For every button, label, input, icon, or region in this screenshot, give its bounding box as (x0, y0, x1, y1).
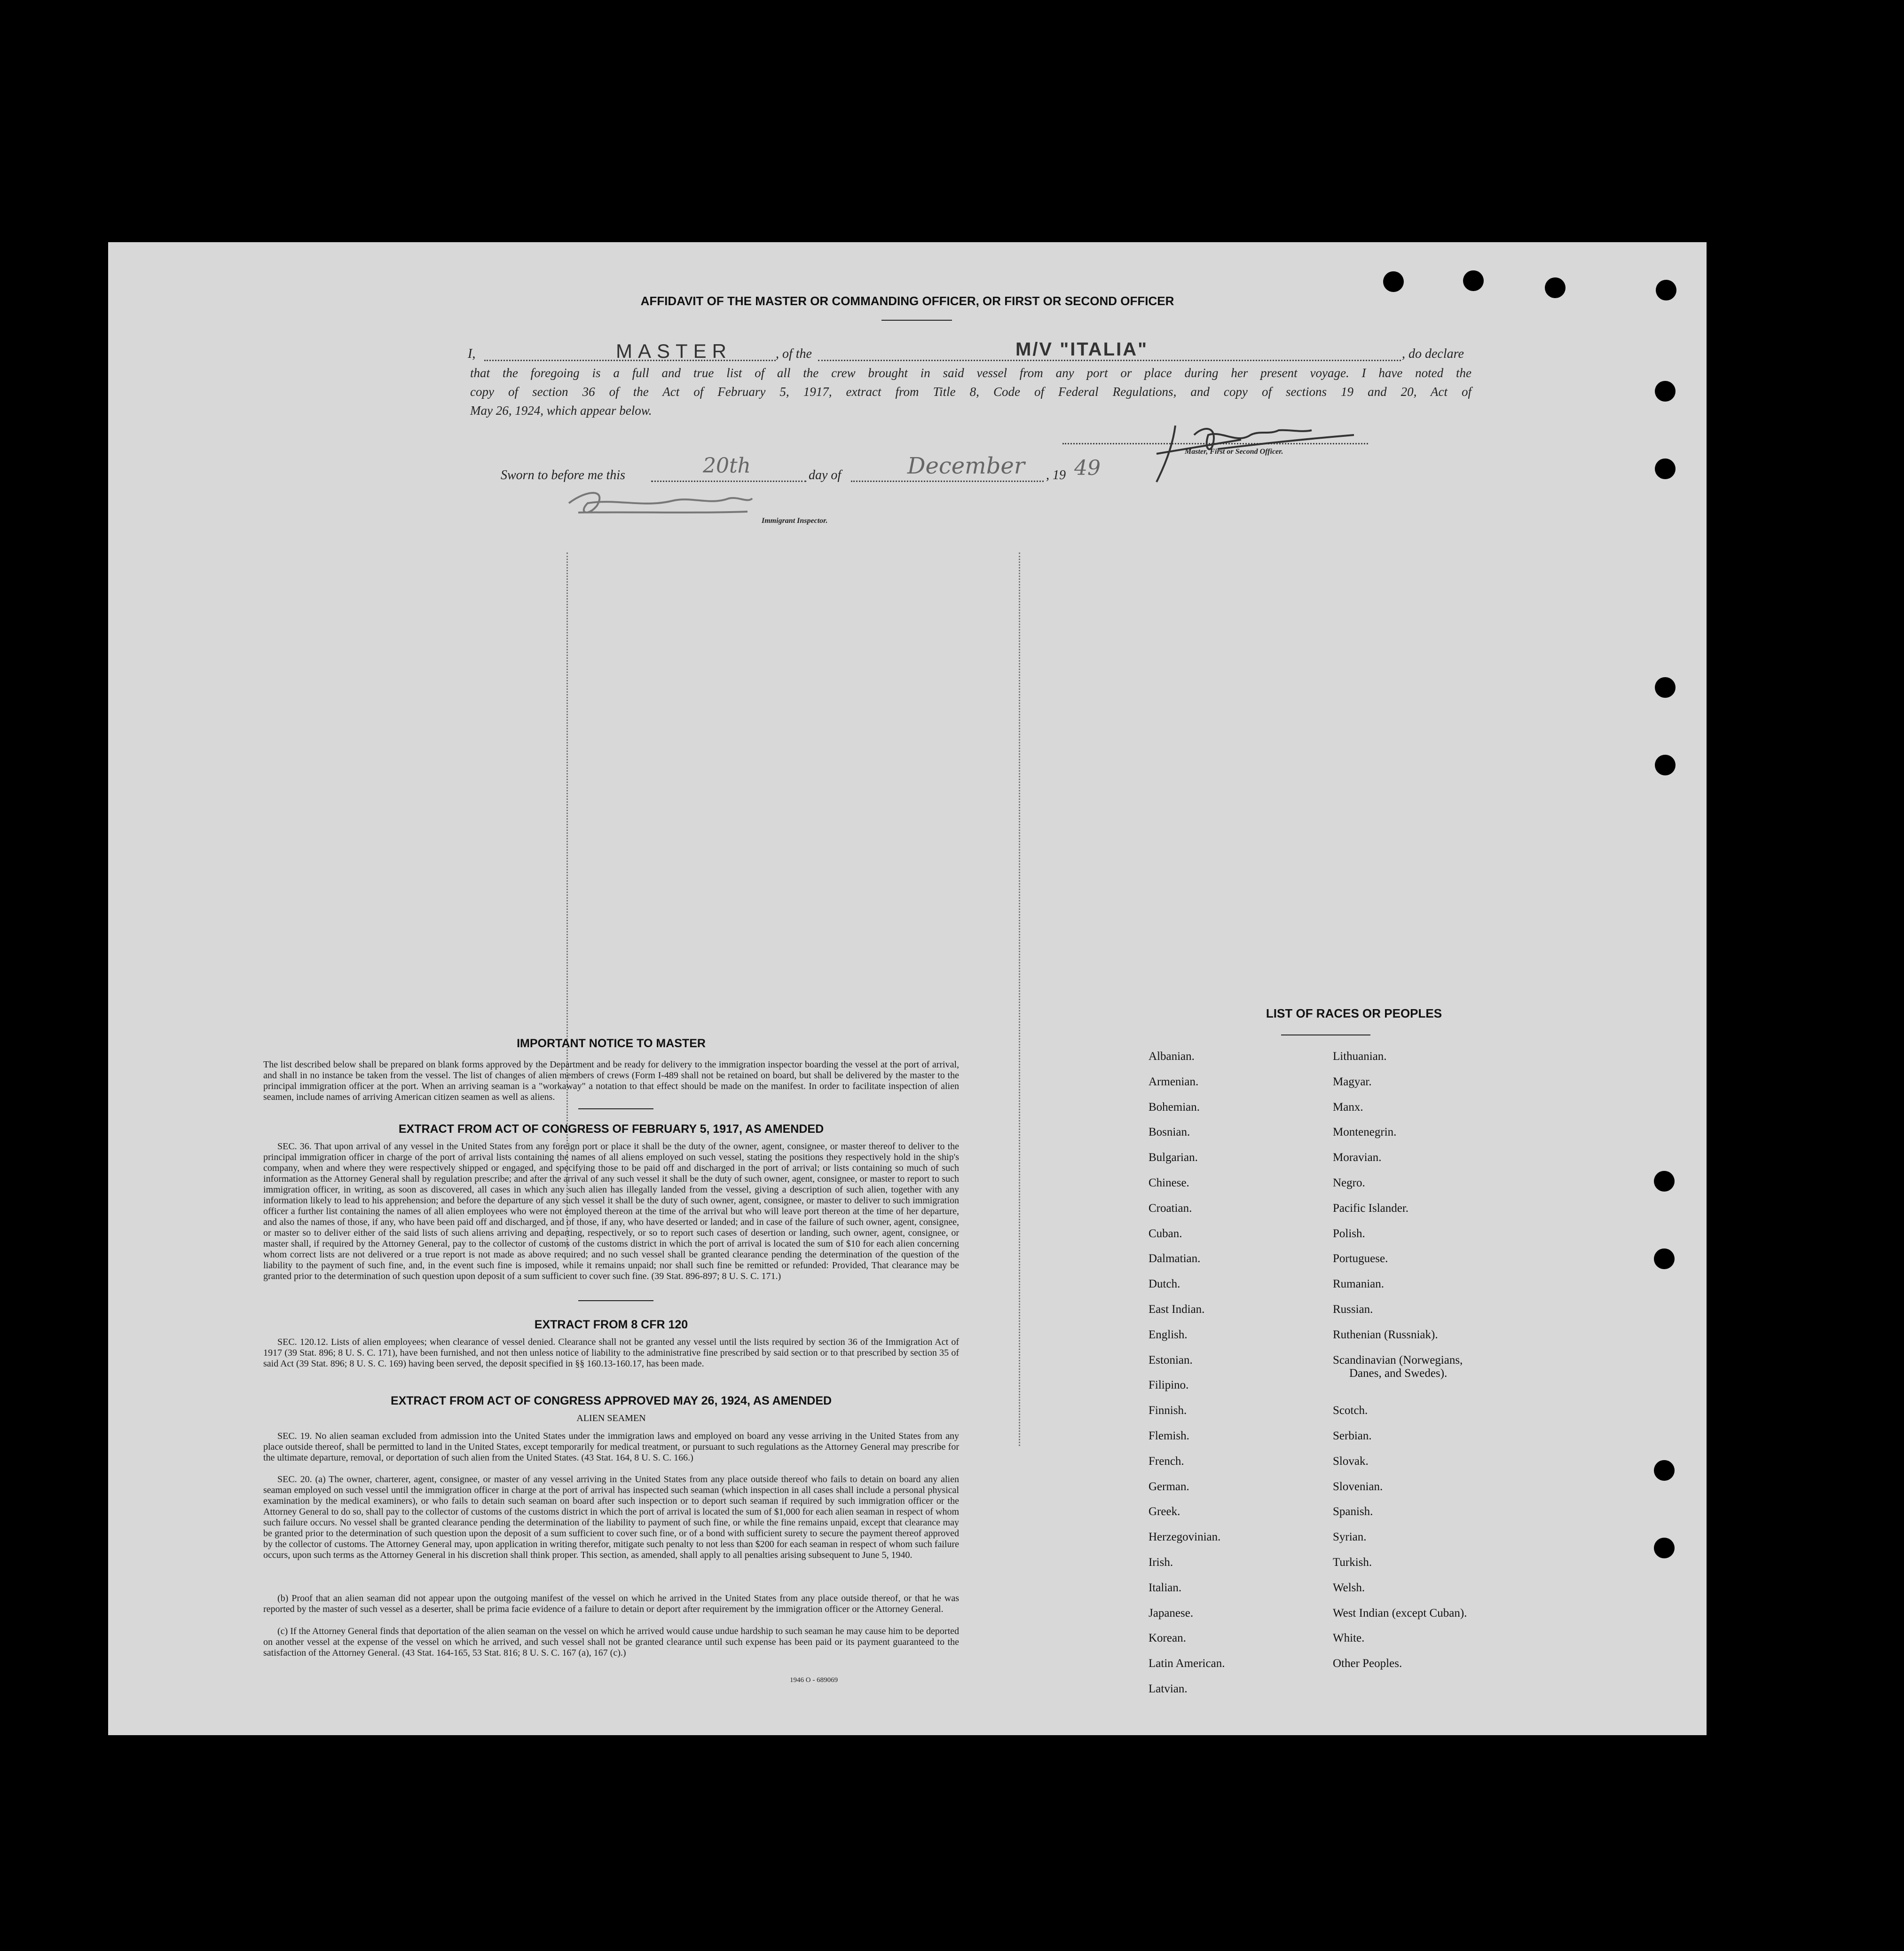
sworn-label: Sworn to before me this (501, 468, 625, 482)
punch-hole (1655, 755, 1676, 775)
affidavit-title: AFFIDAVIT OF THE MASTER OR COMMANDING OFFICER, OR FIRST OR SECOND OFFICER (640, 294, 1174, 308)
race-right-item: Welsh. (1333, 1581, 1365, 1594)
race-left-item: Estonian. (1149, 1354, 1193, 1366)
race-left-item: Filipino. (1149, 1379, 1189, 1391)
race-right-item: Moravian. (1333, 1151, 1382, 1164)
rank-value: MASTER (616, 340, 732, 362)
race-right-item: Polish. (1333, 1227, 1365, 1240)
inspector-caption: Immigrant Inspector. (762, 517, 828, 525)
race-right-item: Russian. (1333, 1303, 1373, 1316)
punch-hole (1654, 1248, 1675, 1269)
notice-text: The list described below shall be prepared on blank forms approved by the Department and be ready for delivery to the immigration inspector boarding the vessel at the port of arrival, and shall in no instance be taken from the vessel. The list of changes of alien members of crews (Form I-489 shall not be retained on board, but shall be delivered by the master to the principal immigration officer at the port. When an arriving seaman is a "workaway" a notation to that effect should be made on the manifest. In order to facilitate inspection of alien seamen, include names of arriving American citizen seamen as well as aliens. (263, 1059, 959, 1102)
race-left-item: Japanese. (1149, 1607, 1194, 1619)
race-left-item: Armenian. (1149, 1075, 1199, 1088)
race-right-item: Syrian. (1333, 1531, 1367, 1543)
race-right-item: Manx. (1333, 1101, 1363, 1114)
punch-hole (1463, 270, 1484, 291)
race-right-item: Pacific Islander. (1333, 1202, 1409, 1215)
race-right-item: Magyar. (1333, 1075, 1372, 1088)
form-page (108, 242, 1707, 1735)
race-left-item: East Indian. (1149, 1303, 1205, 1316)
punch-hole (1654, 1171, 1675, 1192)
race-left-item: Italian. (1149, 1581, 1182, 1594)
i-label: I, (468, 347, 476, 361)
extract-1924-sec20c: (c) If the Attorney General finds that deportation of the alien seaman on the vessel on which he arrived would cause undue hardship to such seaman he may cause him to be deported on another vessel at the expense of the vessel on which he arrived, and such vessel shall not be granted clearance until such expense has been paid or its payment guaranteed to the satisfaction of the Attorney General. (43 Stat. 164-165, 53 Stat. 816; 8 U. S. C. 167 (a), 167 (c).) (263, 1626, 959, 1658)
faint-guide (1019, 553, 1022, 1446)
punch-hole (1655, 677, 1676, 698)
race-left-item: Irish. (1149, 1556, 1173, 1569)
vessel-value: M/V "ITALIA" (1015, 339, 1149, 360)
race-right-scandinavian-cont: Danes, and Swedes). (1349, 1367, 1448, 1380)
race-left-item: Bosnian. (1149, 1126, 1190, 1138)
race-right-item: Spanish. (1333, 1505, 1373, 1518)
race-right-item: Other Peoples. (1333, 1657, 1402, 1670)
race-left-item: Finnish. (1149, 1404, 1187, 1417)
declaration-line-3: May 26, 1924, which appear below. (470, 403, 652, 418)
race-right-item: Scotch. (1333, 1404, 1368, 1417)
race-right-item: Slovenian. (1333, 1480, 1383, 1493)
race-left-item: Bulgarian. (1149, 1151, 1198, 1164)
punch-hole (1655, 381, 1676, 402)
race-left-item: Cuban. (1149, 1227, 1182, 1240)
extract-1924-sec19: SEC. 19. No alien seaman excluded from admission into the United States under the immigration laws and employed on board any vesse arriving in the United States from any place outside thereof, shall be permitted to land in the United States, except temporarily for medical treatment, or pursuant to such regulations as the Attorney General may prescribe for the ultimate departure, removal, or deportation of such alien from the United States. (43 Stat. 164, 8 U. S. C. 166.) (263, 1431, 959, 1463)
race-right-item: Lithuanian. (1333, 1050, 1387, 1063)
race-left-item: Dutch. (1149, 1278, 1180, 1290)
sworn-month-line (851, 481, 1044, 482)
race-left-item: Greek. (1149, 1505, 1180, 1518)
race-right-item: Ruthenian (Russniak). (1333, 1328, 1438, 1341)
race-right-item: West Indian (except Cuban). (1333, 1607, 1467, 1619)
race-left-item: French. (1149, 1455, 1184, 1468)
race-left-item: Latin American. (1149, 1657, 1225, 1670)
notice-title: IMPORTANT NOTICE TO MASTER (517, 1037, 706, 1050)
race-right-item: Slovak. (1333, 1455, 1369, 1468)
race-right-item: Scandinavian (Norwegians, (1333, 1354, 1463, 1366)
race-left-item: Latvian. (1149, 1682, 1188, 1695)
extract-1917-text: SEC. 36. That upon arrival of any vessel in the United States from any foreign port or place it shall be the duty of the owner, agent, consignee, or master thereof to deliver to the principal immigration officer in charge of the port of arrival lists containing the names of all aliens employed on such vessel, stating the positions they respectively hold in the ship's company, when and where they were respectively shipped or engaged, and specifying those to be paid off and discharged in the port of arrival; or lists containing so much of such information as the Attorney General shall by regulation prescribe; and after the arrival of any such vessel it shall be the duty of such owner, agent, consignee, or master to report to such immigration officer, in writing, as soon as discovered, all cases in which any such alien has illegally landed from the vessel, giving a description of such alien, together with any information likely to lead to his apprehension; and before the departure of any such vessel it shall be the duty of such owner, agent, consignee, or master to deliver to such immigration officer a further list containing the names of all alien employees who were not employed thereon at the time of the arrival but who will leave port thereon at the time of her departure, and also the names of those, if any, who have been paid off and discharged, and of those, if any, who have deserted or landed; and in case of the failure of such owner, agent, consignee, or master so to deliver either of the said lists of such aliens arriving and departing, respectively, or so to report such cases of desertion or landing, such owner, agent, consignee, or master shall, if required by the Attorney General, pay to the collector of customs of the customs district in which the port of arrival is located the sum of $10 for each alien concerning whom correct lists are not delivered or a true report is not made as above required; and no such vessel shall be granted clearance pending the determination of the question of the liability to the payment of such fine, and, in the event such fine is imposed, while it remains unpaid; nor shall such fine be remitted or refunded: Provided, That clearance may be granted prior to the determination of such question upon deposit of a sum sufficient to cover such fine. (39 Stat. 896-897; 8 U. S. C. 171.) (263, 1141, 959, 1281)
title-rule (881, 320, 952, 321)
year-prefix: , 19 (1046, 468, 1066, 482)
punch-hole (1383, 271, 1404, 292)
race-left-item: Albanian. (1149, 1050, 1195, 1063)
extract-1917-title: EXTRACT FROM ACT OF CONGRESS OF FEBRUARY 5, 1917, AS AMENDED (398, 1122, 824, 1136)
race-right-item: Serbian. (1333, 1430, 1372, 1442)
extract-1924-subtitle: ALIEN SEAMEN (576, 1413, 646, 1423)
punch-hole (1654, 1460, 1675, 1481)
race-right-item: Turkish. (1333, 1556, 1372, 1569)
extract-cfr-title: EXTRACT FROM 8 CFR 120 (534, 1318, 688, 1331)
sworn-month: December (907, 453, 1025, 479)
races-title: LIST OF RACES OR PEOPLES (1266, 1006, 1442, 1020)
race-left-item: Dalmatian. (1149, 1252, 1201, 1265)
extract-1924-sec20b: (b) Proof that an alien seaman did not appear upon the outgoing manifest of the vessel on which he arrived in the United States from any place outside thereof, or that he was reported by the master of such vessel as a deserter, shall be prima facie evidence of a failure to detain or deport after requirement by the immigration officer or the Attorney General. (263, 1593, 959, 1614)
race-left-item: Flemish. (1149, 1430, 1189, 1442)
race-left-item: Bohemian. (1149, 1101, 1200, 1114)
punch-hole (1654, 1538, 1675, 1558)
sworn-day: 20th (703, 454, 751, 478)
extract-1924-title: EXTRACT FROM ACT OF CONGRESS APPROVED MAY 26, 1924, AS AMENDED (390, 1394, 832, 1407)
race-left-item: English. (1149, 1328, 1188, 1341)
extract-1917-rule (578, 1300, 653, 1301)
race-right-item: Portuguese. (1333, 1252, 1388, 1265)
sworn-day-line (651, 481, 806, 482)
race-right-item: Rumanian. (1333, 1278, 1385, 1290)
of-the-label: , of the (776, 347, 812, 361)
notice-rule (578, 1108, 653, 1109)
sworn-year: 49 (1074, 456, 1101, 480)
print-code: 1946 O - 689069 (790, 1676, 838, 1684)
declaration-line-1: that the foregoing is a full and true list of all the crew brought in said vessel from any port or place during her present voyage. I have noted the (470, 366, 1471, 380)
declaration-line-2: copy of section 36 of the Act of February 5, 1917, extract from Title 8, Code of Federal Regulations, and copy of sections 19 and 20, Act of (470, 385, 1471, 399)
race-left-item: German. (1149, 1480, 1189, 1493)
race-right-item: Negro. (1333, 1177, 1365, 1189)
inspector-signature (559, 484, 757, 522)
race-left-item: Herzegovinian. (1149, 1531, 1221, 1543)
declare-label: , do declare (1402, 347, 1464, 361)
race-left-item: Korean. (1149, 1632, 1186, 1644)
officer-caption: Master, First or Second Officer. (1185, 448, 1283, 456)
race-left-item: Croatian. (1149, 1202, 1192, 1215)
race-left-item: Chinese. (1149, 1177, 1189, 1189)
extract-1924-sec20a: SEC. 20. (a) The owner, charterer, agent, consignee, or master of any vessel arriving in the United States from any place outside thereof who fails to detain on board any alien seaman employed on such vessel until the immigration officer in charge at the port of arrival has inspected such seaman (which inspection in all cases shall include a personal physical examination by the medical examiners), or who fails to detain such seaman on board after such inspection or to deport such seaman if required by such immigration officer or the Attorney General to do so, shall pay to the collector of customs of the customs district in which the port of arrival is located the sum of $1,000 for each alien seaman in respect of whom such failure occurs. No vessel shall be granted clearance pending the determination of the liability to payment of such fine, or while the fine remains unpaid, except that clearance may be granted prior to the determination of such question upon the deposit of a sum sufficient to cover such fine, or of a bond with sufficient surety to secure the payment thereof approved by the collector of customs. The Attorney General may, upon application in writing therefor, mitigate such penalty to not less than $200 for each seaman in respect of whom such failure occurs, upon such terms as the Attorney General in his discretion shall think proper. This section, as amended, shall apply to all penalties arising subsequent to June 5, 1940. (263, 1474, 959, 1560)
extract-cfr-text: SEC. 120.12. Lists of alien employees; when clearance of vessel denied. Clearance shall not be granted any vessel until the lists required by section 36 of the Immigration Act of 1917 (39 Stat. 896; 8 U. S. C. 171), have been furnished, and not then unless notice of liability to the administrative fine prescribed by said section or to that prescribed by section 35 of said Act (39 Stat. 896; 8 U. S. C. 169) having been served, the deposit specified in §§ 160.13-160.17, has been made. (263, 1337, 959, 1369)
race-right-item: Montenegrin. (1333, 1126, 1397, 1138)
race-right-item: White. (1333, 1632, 1365, 1644)
day-of-label: day of (809, 468, 842, 482)
punch-hole (1655, 458, 1676, 479)
